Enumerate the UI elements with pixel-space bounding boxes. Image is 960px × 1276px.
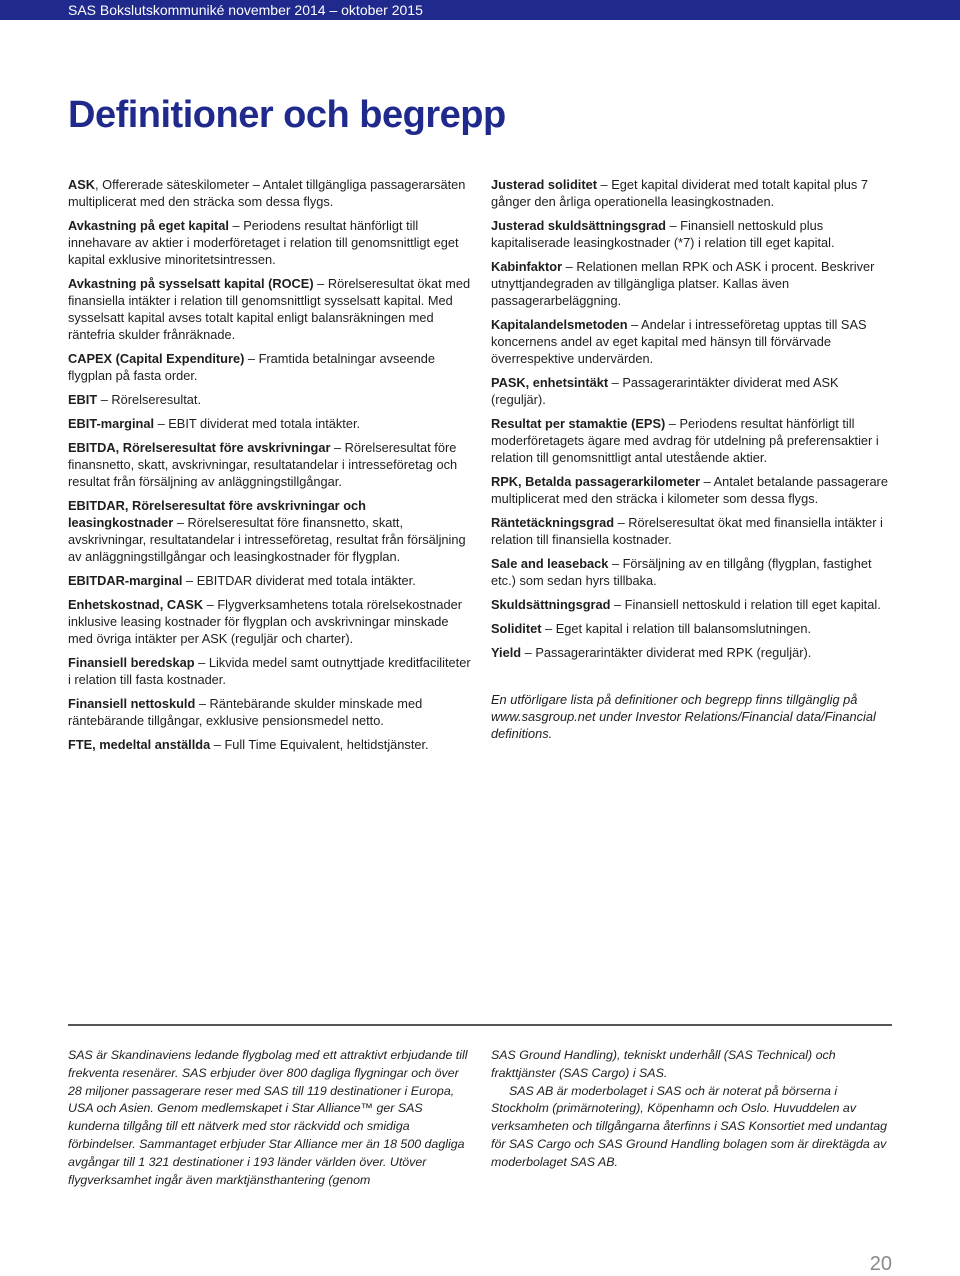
definition-term: Kapitalandelsmetoden: [491, 317, 628, 332]
divider-line: [68, 1024, 892, 1026]
definition-term: Finansiell nettoskuld: [68, 696, 196, 711]
definition-text: – Passagerarintäkter dividerat med ASK (reguljär).: [491, 375, 839, 407]
definition-entry: [491, 644, 895, 661]
definition-text: – Relationen mellan RPK och ASK i procent. Beskriver utnyttjandegraden av tillgängliga platser. Kallas även passagerarbeläggning.: [491, 259, 875, 308]
definition-text: – Periodens resultat hänförligt till moderföretagets ägare med avdrag för utdelning på preferensaktier i relation till genomsnittligt antal utestående aktier.: [491, 416, 879, 465]
definition-entry: [68, 350, 472, 384]
definition-text: – Full Time Equivalent, heltidstjänster.: [210, 737, 429, 752]
definition-term: EBITDA, Rörelseresultat före avskrivningar: [68, 440, 331, 455]
definition-entry: [68, 596, 472, 647]
definition-text: – Periodens resultat hänförligt till innehavare av aktier i moderföretaget i relation till genomsnittligt eget kapital exklusive minoritetsintressen.: [68, 218, 459, 267]
definition-text: – Eget kapital i relation till balansomslutningen.: [541, 621, 812, 636]
company-description-right: [491, 1047, 895, 1172]
definition-term: Avkastning på eget kapital: [68, 218, 229, 233]
definition-entry: [68, 654, 472, 688]
definition-text: – Framtida betalningar avseende flygplan på fasta order.: [68, 351, 435, 383]
definition-term: FTE, medeltal anställda: [68, 737, 211, 752]
definition-text: – Likvida medel samt outnyttjade kreditfaciliteter i relation till fasta kostnader.: [68, 655, 471, 687]
definition-term: ASK: [68, 177, 96, 192]
definition-term: Skuldsättningsgrad: [491, 597, 611, 612]
definition-entry: [68, 415, 472, 432]
definition-term: RPK, Betalda passagerarkilometer: [491, 474, 701, 489]
definition-term: EBITDAR, Rörelseresultat före avskrivningar och leasingkostnader: [68, 498, 366, 530]
page-number: 20: [869, 1253, 892, 1275]
definition-text: – EBITDAR dividerat med totala intäkter.: [182, 573, 416, 588]
definition-entry: [491, 316, 895, 367]
company-description-left: [68, 1047, 472, 1189]
definition-entry: [491, 374, 895, 408]
definition-entry: [68, 497, 472, 565]
definition-entry: [68, 572, 472, 589]
definition-entry: [491, 217, 895, 251]
definition-text: – Räntebärande skulder minskade med räntebärande tillgångar, exklusive pensionsmedel netto.: [68, 696, 423, 728]
definition-text: – Passagerarintäkter dividerat med RPK (reguljär).: [521, 645, 812, 660]
definition-term: Kabinfaktor: [491, 259, 563, 274]
header-bar: [0, 0, 960, 20]
definition-term: Justerad skuldsättningsgrad: [491, 218, 666, 233]
definition-entry: [491, 258, 895, 309]
definition-text: – Rörelseresultat ökat med finansiella intäkter i relation till finansiella kostnader.: [491, 515, 883, 547]
page-title: Definitioner och begrepp: [68, 94, 506, 136]
definition-entry: [491, 596, 895, 613]
definition-term: PASK, enhetsintäkt: [491, 375, 609, 390]
definition-text: – Finansiell nettoskuld plus kapitaliserade leasingkostnader (*7) i relation till eget kapital.: [491, 218, 835, 250]
running-title: SAS Bokslutskommuniké november 2014 – oktober 2015: [68, 2, 423, 18]
definition-term: Finansiell beredskap: [68, 655, 195, 670]
definition-text: – Rörelseresultat ökat med finansiella intäkter i relation till genomsnittligt sysselsatt kapital. Med sysselsatt kapital avses totalt kapital enligt balansräkningen med räntefria skulder frånräknade.: [68, 276, 471, 342]
definition-text: , Offererade säteskilometer – Antalet tillgängliga passagerarsäten multiplicerat med den sträcka som dessa flygs.: [68, 177, 466, 209]
company-description-paragraph: SAS Ground Handling), tekniskt underhåll (SAS Technical) och frakttjänster (SAS Cargo) i SAS.: [491, 1048, 836, 1080]
definition-text: – Rörelseresultat före finansnetto, skatt, avskrivningar, resultatandelar i intresseföretag och resultat från försäljning av anläggningstillgångar.: [68, 440, 458, 489]
definition-text: – EBIT dividerat med totala intäkter.: [154, 416, 361, 431]
definition-term: Enhetskostnad, CASK: [68, 597, 204, 612]
definitions-left-column: [68, 176, 472, 760]
definition-entry: [68, 176, 472, 210]
definition-text: – Rörelseresultat före finansnetto, skatt, avskrivningar, resultatandelar i intresseföretag, resultat från försäljning av anläggningstillgångar och leasingkostnader för flygplan.: [68, 515, 466, 564]
definition-text: – Andelar i intresseföretag upptas till SAS koncernens andel av eget kapital med hänsyn till förvärvade överrespektive undervärden.: [491, 317, 867, 366]
definition-term: Resultat per stamaktie (EPS): [491, 416, 666, 431]
definition-entry: [68, 439, 472, 490]
definition-entry: [68, 391, 472, 408]
definition-entry: [68, 736, 472, 753]
definition-entry: [491, 514, 895, 548]
definition-text: – Försäljning av en tillgång (flygplan, fastighet etc.) som sedan hyrs tillbaka.: [491, 556, 872, 588]
definition-text: – Finansiell nettoskuld i relation till eget kapital.: [610, 597, 881, 612]
definition-entry: [491, 620, 895, 637]
definition-entry: [491, 555, 895, 589]
definition-text: – Rörelseresultat.: [97, 392, 201, 407]
definition-text: – Eget kapital dividerat med totalt kapital plus 7 gånger den årliga operationella leasingkostnaden.: [491, 177, 868, 209]
definition-entry: [491, 415, 895, 466]
definition-entry: [68, 695, 472, 729]
company-description-paragraph: SAS är Skandinaviens ledande flygbolag med ett attraktivt erbjudande till frekventa resenärer. SAS erbjuder över 800 dagliga flygningar och över 28 miljoner passagerare reser med SAS till 119 destinationer i Europa, USA och Asien. Genom medlemskapet i Star Alliance™ ger SAS kunderna tillgång till ett nätverk med stor räckvidd och smidiga förbindelser. Sammantaget erbjuder Star Alliance mer än 18 500 dagliga avgångar till 1 321 destinationer i 193 länder världen över. Utöver flygverksamhet ingår även marktjänsthantering (genom: [68, 1048, 468, 1187]
definition-term: Yield: [491, 645, 522, 660]
definition-term: EBIT: [68, 392, 98, 407]
definition-text: – Antalet betalande passagerare multiplicerat med den sträcka i kilometer som dessa flygs.: [491, 474, 888, 506]
definition-term: Justerad soliditet: [491, 177, 597, 192]
definitions-right-column: [491, 176, 895, 755]
definition-entry: [68, 275, 472, 343]
company-description-paragraph: SAS AB är moderbolaget i SAS och är noterat på börserna i Stockholm (primärnotering), Köpenhamn och Oslo. Huvuddelen av verksamheten och tillgångarna återfinns i SAS Konsortiet med undantag för SAS Cargo och SAS Ground Handling bolagen som är direktägda av moderbolaget SAS AB.: [491, 1083, 888, 1169]
more-definitions-note: En utförligare lista på definitioner och begrepp finns tillgänglig på www.sasgroup.net under Investor Relations/Financial data/Financial definitions.: [491, 692, 876, 741]
definition-term: EBIT-marginal: [68, 416, 155, 431]
definition-term: Soliditet: [491, 621, 542, 636]
definition-term: EBITDAR-marginal: [68, 573, 183, 588]
definition-term: Avkastning på sysselsatt kapital (ROCE): [68, 276, 314, 291]
definition-entry: [491, 473, 895, 507]
definition-entry: [491, 176, 895, 210]
definition-term: CAPEX (Capital Expenditure): [68, 351, 245, 366]
definition-text: – Flygverksamhetens totala rörelsekostnader inklusive leasing kostnader för flygplan och avskrivningar minskade med övriga intäkter per ASK (reguljär och charter).: [68, 597, 463, 646]
definition-term: Räntetäckningsgrad: [491, 515, 615, 530]
definition-entry: [68, 217, 472, 268]
definition-term: Sale and leaseback: [491, 556, 609, 571]
